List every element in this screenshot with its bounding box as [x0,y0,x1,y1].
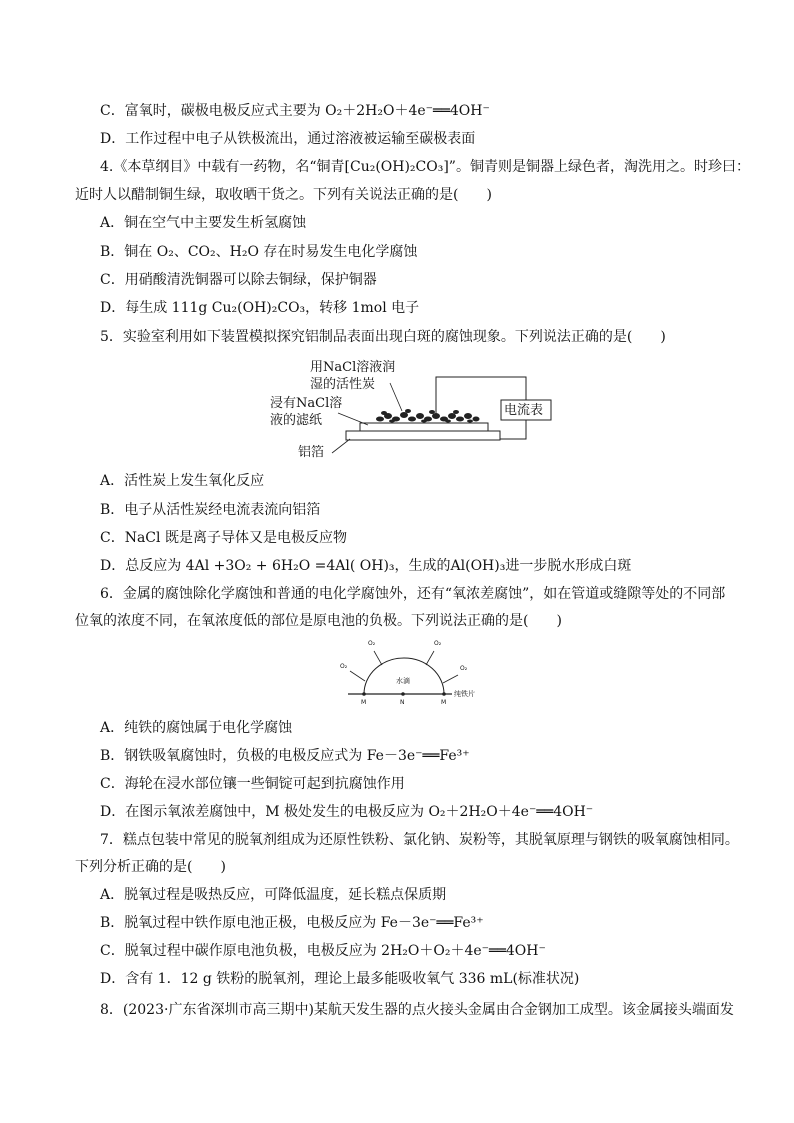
o2-label-3: O₂ [434,640,442,647]
option-d-q4: D．每生成 111g Cu₂(OH)₂CO₃，转移 1mol 电子 [100,300,420,316]
question-4-stem-cont: 近时人以醋制铜生绿，取收晒干货之。下列有关说法正确的是( ) [75,187,492,203]
water-drop-figure [330,633,500,713]
question-7-stem-cont: 下列分析正确的是( ) [75,859,226,875]
label-filter-paper-line2: 液的滤纸 [270,413,323,428]
question-5-stem: 5．实验室利用如下装置模拟探究铝制品表面出现白斑的腐蚀现象。下列说法正确的是( ) [100,329,666,345]
label-carbon-line1: 用NaCl溶液润 [310,360,396,375]
label-filter-paper-line1: 浸有NaCl溶 [270,396,343,411]
question-4-stem: 4.《本草纲目》中载有一药物，名“铜青[Cu₂(OH)₂CO₃]”。铜青则是铜器上绿色者，淘洗用之。时珍曰： [100,159,750,175]
option-d-q6: D．在图示氧浓差腐蚀中，M 极处发生的电极反应为 O₂＋2H₂O＋4e⁻══4OH⁻ [100,804,594,820]
option-a-q4: A．铜在空气中主要发生析氢腐蚀 [100,215,307,231]
question-6-stem-cont: 位氧的浓度不同，在氧浓度低的部位是原电池的负极。下列说法正确的是( ) [75,613,562,629]
option-a-q6: A．纯铁的腐蚀属于电化学腐蚀 [100,720,293,736]
o2-label-4: O₂ [460,665,468,672]
oxygen-concentration-diagram [330,633,500,713]
option-d-q3: D．工作过程中电子从铁极流出，通过溶液被运输至碳极表面 [100,131,476,147]
option-c-q3: C．富氧时，碳极电极反应式主要为 O₂＋2H₂O＋4e⁻══4OH⁻ [100,103,490,119]
option-d-q7: D．含有 1．12 g 铁粉的脱氧剂，理论上最多能吸收氧气 336 mL(标准状况) [100,971,580,987]
question-7-stem: 7．糕点包装中常见的脱氧剂组成为还原性铁粉、氯化钠、炭粉等，其脱氧原理与钢铁的吸氧腐蚀相同。 [100,832,739,848]
question-8-stem: 8．(2023·广东省深圳市高三期中)某航天发生器的点火接头金属由合金钢加工成型。该金属接头端面发 [100,1002,734,1018]
o2-label-2: O₂ [368,640,376,647]
o2-label-1: O₂ [340,663,348,670]
question-6-stem: 6．金属的腐蚀除化学腐蚀和普通的电化学腐蚀外，还有“氧浓差腐蚀”，如在管道或缝隙等处的不同部 [100,586,726,602]
label-iron-plate: 纯铁片 [454,690,475,698]
option-a-q5: A．活性炭上发生氧化反应 [100,473,265,489]
option-c-q4: C．用硝酸清洗铜器可以除去铜绿，保护铜器 [100,272,377,288]
option-c-q7: C．脱氧过程中碳作原电池负极，电极反应为 2H₂O＋O₂＋4e⁻══4OH⁻ [100,943,546,959]
label-m-right: M [441,699,447,706]
option-c-q5: C．NaCl 既是离子导体又是电极反应物 [100,530,347,546]
option-d-q5: D．总反应为 4Al +3O₂ + 6H₂O =4Al( OH)₃，生成的Al(OH)₃进一步脱水形成白斑 [100,558,632,574]
option-b-q5: B．电子从活性炭经电流表流向铝箔 [100,502,321,518]
option-b-q6: B．钢铁吸氧腐蚀时，负极的电极反应式为 Fe－3e⁻══Fe³⁺ [100,748,470,764]
option-a-q7: A．脱氧过程是吸热反应，可降低温度，延长糕点保质期 [100,887,447,903]
label-aluminum-foil: 铝箔 [298,445,325,460]
option-b-q7: B．脱氧过程中铁作原电池正极，电极反应为 Fe－3e⁻══Fe³⁺ [100,915,484,931]
activated-carbon-particles [376,409,480,423]
option-b-q4: B．铜在 O₂、CO₂、H₂O 存在时易发生电化学腐蚀 [100,244,418,260]
label-carbon-line2: 湿的活性炭 [310,377,376,392]
option-c-q6: C．海轮在浸水部位镶一些铜锭可起到抗腐蚀作用 [100,776,405,792]
label-m-left: M [361,699,367,706]
label-n-middle: N [400,699,405,706]
aluminum-corrosion-diagram [240,355,560,465]
label-water-drop: 水滴 [396,677,410,685]
label-ammeter: 电流表 [504,403,544,418]
